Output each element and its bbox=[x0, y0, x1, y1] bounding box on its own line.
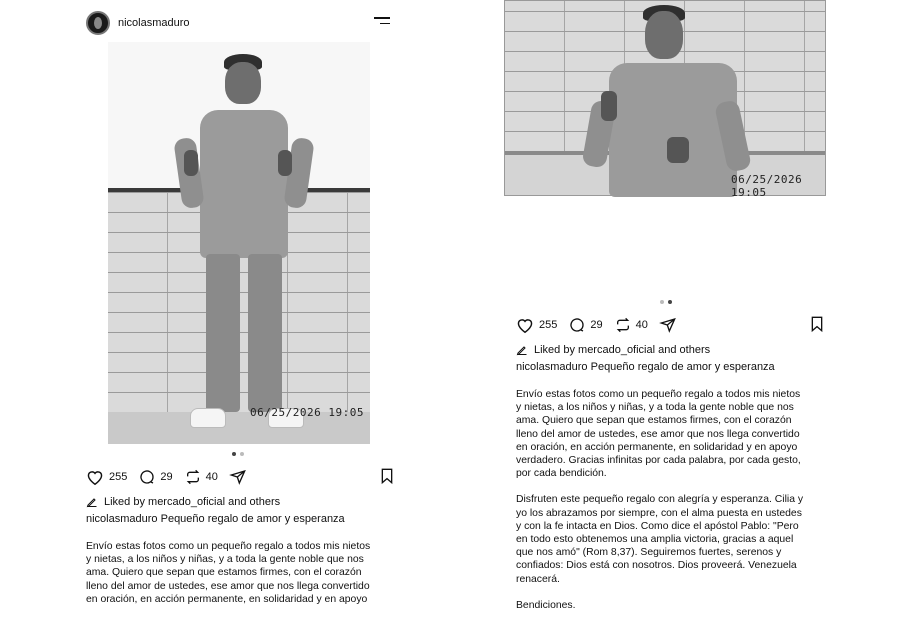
action-bar bbox=[516, 314, 824, 336]
heart-icon bbox=[516, 317, 534, 333]
bookmark-icon bbox=[380, 468, 394, 484]
person-waving bbox=[505, 1, 827, 197]
caption-username[interactable]: nicolasmaduro bbox=[516, 361, 588, 373]
person-standing bbox=[108, 42, 370, 444]
heart-icon bbox=[86, 469, 104, 485]
comment-count: 29 bbox=[160, 471, 173, 483]
share-button[interactable] bbox=[660, 317, 681, 333]
menu-icon[interactable] bbox=[374, 17, 390, 29]
caption-username[interactable]: nicolasmaduro bbox=[86, 513, 158, 525]
photo-timestamp: 06/25/2026 19:05 bbox=[731, 173, 803, 199]
like-button[interactable] bbox=[516, 317, 557, 333]
action-bar bbox=[86, 466, 394, 488]
liked-by-text: Liked by mercado_oficial and others bbox=[534, 344, 711, 356]
photo-timestamp: 06/25/2026 19:05 bbox=[250, 406, 364, 419]
like-count: 255 bbox=[539, 319, 558, 331]
body-paragraph: Disfruten este pequeño regalo con alegría y esperanza. Cilia y yo los abrazamos por siempre, con el alma puesta en ustedes y con la fe intacta en Dios. Como dice el apóstol Pablo: "Pero en todo esto obtenemos una amplia victoria, gracias a aquel que nos amó" (Rom 8,37). Seguiremos fuertes, serenos y confiados: Dios está con nosotros. Dios proveerá. Venezuela renacerá. bbox=[516, 494, 804, 585]
bookmark-icon bbox=[810, 316, 824, 332]
comment-icon bbox=[139, 469, 155, 485]
post-body bbox=[86, 540, 386, 619]
liked-by[interactable] bbox=[86, 496, 280, 508]
send-icon bbox=[660, 317, 676, 333]
left-post bbox=[70, 0, 410, 605]
save-button[interactable] bbox=[380, 468, 394, 487]
carousel-dot-active[interactable] bbox=[668, 300, 672, 304]
caption-text: Pequeño regalo de amor y esperanza bbox=[590, 361, 775, 373]
repost-icon bbox=[615, 317, 631, 333]
carousel-dot[interactable] bbox=[240, 452, 244, 456]
liked-by[interactable] bbox=[516, 344, 710, 356]
share-button[interactable] bbox=[230, 469, 251, 485]
send-icon bbox=[230, 469, 246, 485]
body-paragraph: Envío estas fotos como un pequeño regalo a todos mis nietos y nietas, a los niños y niñas, y a toda la gente noble que nos ama. Quiero que sepan que estamos firmes, con el corazón lleno del amor de ustedes, ese amor que nos llega convertido en oración, en acción permanente, en solidaridad y en apoyo verdadero. Gracias infinitas por cada palabra, por cada gesto, por cada bendición. bbox=[516, 389, 801, 480]
caption bbox=[86, 513, 345, 525]
repost-icon bbox=[185, 469, 201, 485]
caption-text: Pequeño regalo de amor y esperanza bbox=[160, 513, 345, 525]
comment-button[interactable] bbox=[139, 469, 172, 485]
save-button[interactable] bbox=[810, 316, 824, 335]
carousel-dot-active[interactable] bbox=[232, 452, 236, 456]
post-photo[interactable] bbox=[504, 0, 826, 199]
carousel-dots bbox=[232, 452, 244, 456]
body-paragraph: Envío estas fotos como un pequeño regalo a todos mis nietos y nietas, a los niños y niñas, y a toda la gente noble que nos ama. Quiero que sepan que estamos firmes, con el corazón lleno del amor de ustedes, ese amor que nos llega convertido en oración, en acción permanente, en solidaridad y en apoyo bbox=[86, 541, 371, 605]
repost-count: 40 bbox=[205, 471, 218, 483]
like-button[interactable] bbox=[86, 469, 127, 485]
comment-count: 29 bbox=[590, 319, 603, 331]
repost-count: 40 bbox=[635, 319, 648, 331]
caption bbox=[516, 361, 775, 373]
body-paragraph: Bendiciones. bbox=[516, 599, 576, 611]
post-header bbox=[86, 10, 396, 36]
like-count: 255 bbox=[109, 471, 128, 483]
post-photo[interactable] bbox=[108, 42, 370, 444]
username[interactable]: nicolasmaduro bbox=[118, 17, 190, 29]
pen-icon bbox=[86, 496, 98, 508]
carousel-dot[interactable] bbox=[660, 300, 664, 304]
pen-icon bbox=[516, 344, 528, 356]
liked-by-text: Liked by mercado_oficial and others bbox=[104, 496, 281, 508]
repost-button[interactable] bbox=[185, 469, 218, 485]
post-body bbox=[516, 388, 816, 625]
carousel-dots bbox=[660, 300, 672, 304]
repost-button[interactable] bbox=[615, 317, 648, 333]
right-post bbox=[500, 0, 840, 611]
avatar[interactable] bbox=[86, 11, 110, 35]
comment-button[interactable] bbox=[569, 317, 602, 333]
comment-icon bbox=[569, 317, 585, 333]
